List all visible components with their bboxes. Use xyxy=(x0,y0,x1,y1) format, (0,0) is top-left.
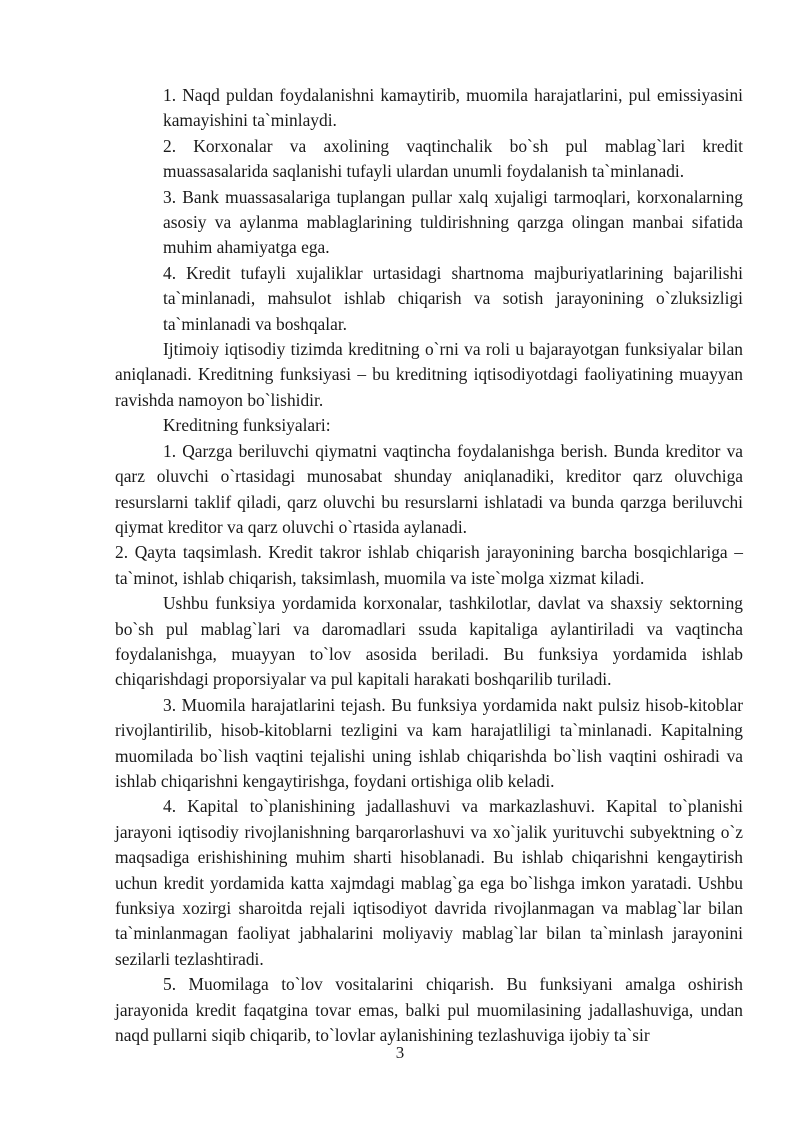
list-item-4: 4. Kredit tufayli xujaliklar urtasidagi shartnoma majburiyatlarining bajarilishi ta`minlanadi, mahsulot ishlab chiqarish va sotish jarayonining o`zluksizligi ta`minlanadi va boshqalar. xyxy=(163,262,743,334)
function-2-detail-paragraph: Ushbu funksiya yordamida korxonalar, tashkilotlar, davlat va shaxsiy sektorning bo`sh pul mablag`lari va daromadlari ssuda kapitaliga aylantiriladi va vaqtincha foydalanishga, muayyan to`lov asosida beriladi. Bu funksiya yordamida ishlab chiqarishdagi proporsiyalar va pul kapitali harakati boshqarilib turiladi. xyxy=(115,593,743,690)
function-1-paragraph: 1. Qarzga beriluvchi qiymatni vaqtincha foydalanishga berish. Bunda kreditor va qarz oluvchi o`rtasidagi munosabat shunday aniqlanadiki, kreditor qarz oluvchiga resurslarni taklif qiladi, qarz oluvchi bu resurslarni ishlatadi va bunda qarzga beriluvchi qiymat kreditor va qarz oluvchi o`rtasida aylanadi. xyxy=(115,440,743,537)
list-item-1: 1. Naqd puldan foydalanishni kamaytirib, muomila harajatlarini, pul emissiyasini kamayishini ta`minlaydi. xyxy=(163,85,743,131)
function-3-paragraph: 3. Muomila harajatlarini tejash. Bu funksiya yordamida nakt pulsiz hisob-kitoblar rivojlantirilib, hisob-kitoblarni tezligini va kam harajatliligi ta`minlanadi. Kapitalning muomilada bo`lish vaqtini tejalishi uning ishlab chiqarishda bo`lish vaqtini oshiradi va ishlab chiqarishni kengaytirishga, foydani ortishiga olib keladi. xyxy=(115,694,743,791)
intro-paragraph: Ijtimoiy iqtisodiy tizimda kreditning o`rni va roli u bajarayotgan funksiyalar bilan aniqlanadi. Kreditning funksiyasi – bu kreditning iqtisodiyotdagi faoliyatining muayyan ravishda namoyon bo`lishidir. xyxy=(115,339,743,410)
function-2-paragraph: 2. Qayta taqsimlash. Kredit takror ishlab chiqarish jarayonining barcha bosqichlariga – ta`minot, ishlab chiqarish, taksimlash, muomila va iste`molga xizmat kiladi. xyxy=(115,542,743,588)
list-item-2: 2. Korxonalar va axolining vaqtinchalik bo`sh pul mablag`lari kredit muassasalarida saqlanishi tufayli ulardan unumli foydalanish ta`minlanadi. xyxy=(163,135,743,182)
list-item-3: 3. Bank muassasalariga tuplangan pullar xalq xujaligi tarmoqlari, korxonalarning asosiy va aylanma mablaglarining tuldirishning qarzga olingan manbai sifatida muhim ahamiyatga ega. xyxy=(163,186,743,258)
function-5-paragraph: 5. Muomilaga to`lov vositalarini chiqarish. Bu funksiyani amalga oshirish jarayonida kredit faqatgina tovar emas, balki pul muomilasining jadallashuviga, undan naqd pullarni siqib chiqarib, to`lovlar aylanishining tezlashuviga ijobiy ta`sir xyxy=(115,974,743,1046)
functions-heading: Kreditning funksiyalari: xyxy=(163,415,331,436)
document-page xyxy=(115,83,743,1048)
page-number: 3 xyxy=(395,1043,405,1062)
function-4-paragraph: 4. Kapital to`planishining jadallashuvi va markazlashuvi. Kapital to`planishi jarayoni iqtisodiy rivojlanishning barqarorlashuvi va xo`jalik yurituvchi subyektning o`z maqsadiga erishishining muhim sharti hisoblanadi. Bu ishlab chiqarishni kengaytirish uchun kredit yordamida katta xajmdagi mablag`ga ega bo`lishga imkon yaratadi. Ushbu funksiya xozirgi sharoitda rejali iqtisodiyot davrida rivojlanmagan va mablag`lar bilan ta`minlanmagan faoliyat jabhalarini moliyaviy mablag`lar bilan ta`minlash jarayonini sezilarli tezlashtiradi. xyxy=(115,796,743,969)
